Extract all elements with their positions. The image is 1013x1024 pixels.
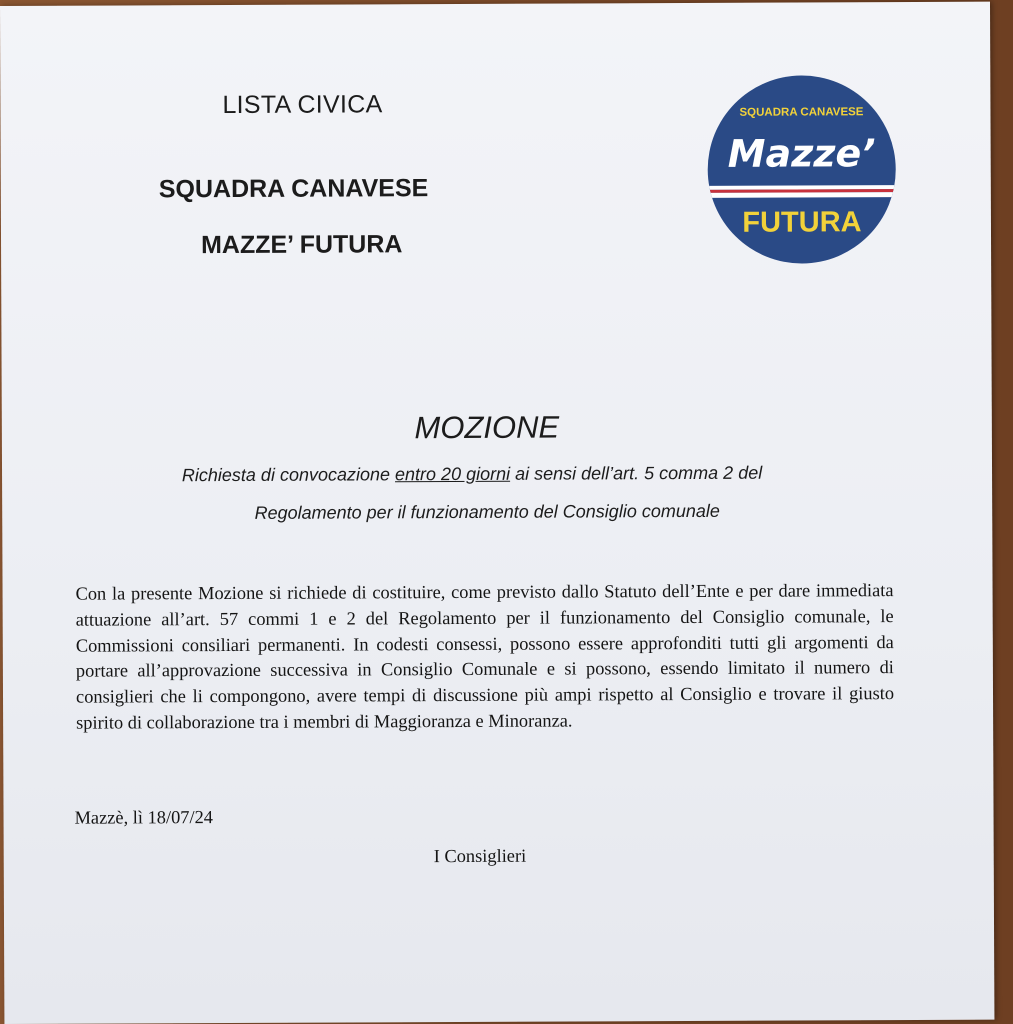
header-line-futura: MAZZE’ FUTURA [200, 230, 403, 260]
logo-bottom-text: FUTURA [742, 206, 862, 239]
signature-line: I Consiglieri [433, 845, 527, 867]
subtitle-post: ai sensi dell’art. 5 comma 2 del [510, 462, 763, 484]
header-line-list: LISTA CIVICA [222, 90, 383, 120]
logo-stripe-white-2 [706, 192, 898, 198]
logo-top-text: SQUADRA CANAVESE [739, 106, 864, 119]
document-body: Con la presente Mozione si richiede di costituire, come previsto dallo Statuto dell’Ente e per dare immediata attuazione all’art. 57 commi 1 e 2 del Regolamento per il funzionamento del Consiglio comunale, le Commissioni consiliari permanenti. In codesti consessi, possono essere approfonditi tutti gli argomenti da portare all’approvazione successiva in Consiglio Comunale e si possono, essendo limitato il numero di consiglieri che li compongono, avere tempi di discussione più ampi rispetto al Consiglio e trovare il giusto spirito di collaborazione tra i membri di Maggioranza e Minoranza. [75, 580, 895, 733]
logo-script-text: Mazze’ [727, 131, 876, 176]
document-page [0, 2, 994, 1024]
header-line-squadra: SQUADRA CANAVESE [158, 174, 429, 204]
subtitle-pre: Richiesta di convocazione [181, 464, 396, 486]
subtitle-underlined: entro 20 giorni [394, 463, 511, 485]
document-title: MOZIONE [414, 409, 560, 446]
document-subtitle-line1 [2, 462, 942, 487]
party-logo [705, 73, 898, 266]
place-date: Mazzè, lì 18/07/24 [74, 807, 213, 828]
document-subtitle-line2: Regolamento per il funzionamento del Consiglio comunale [254, 500, 720, 523]
logo-stripe-white [706, 185, 898, 190]
